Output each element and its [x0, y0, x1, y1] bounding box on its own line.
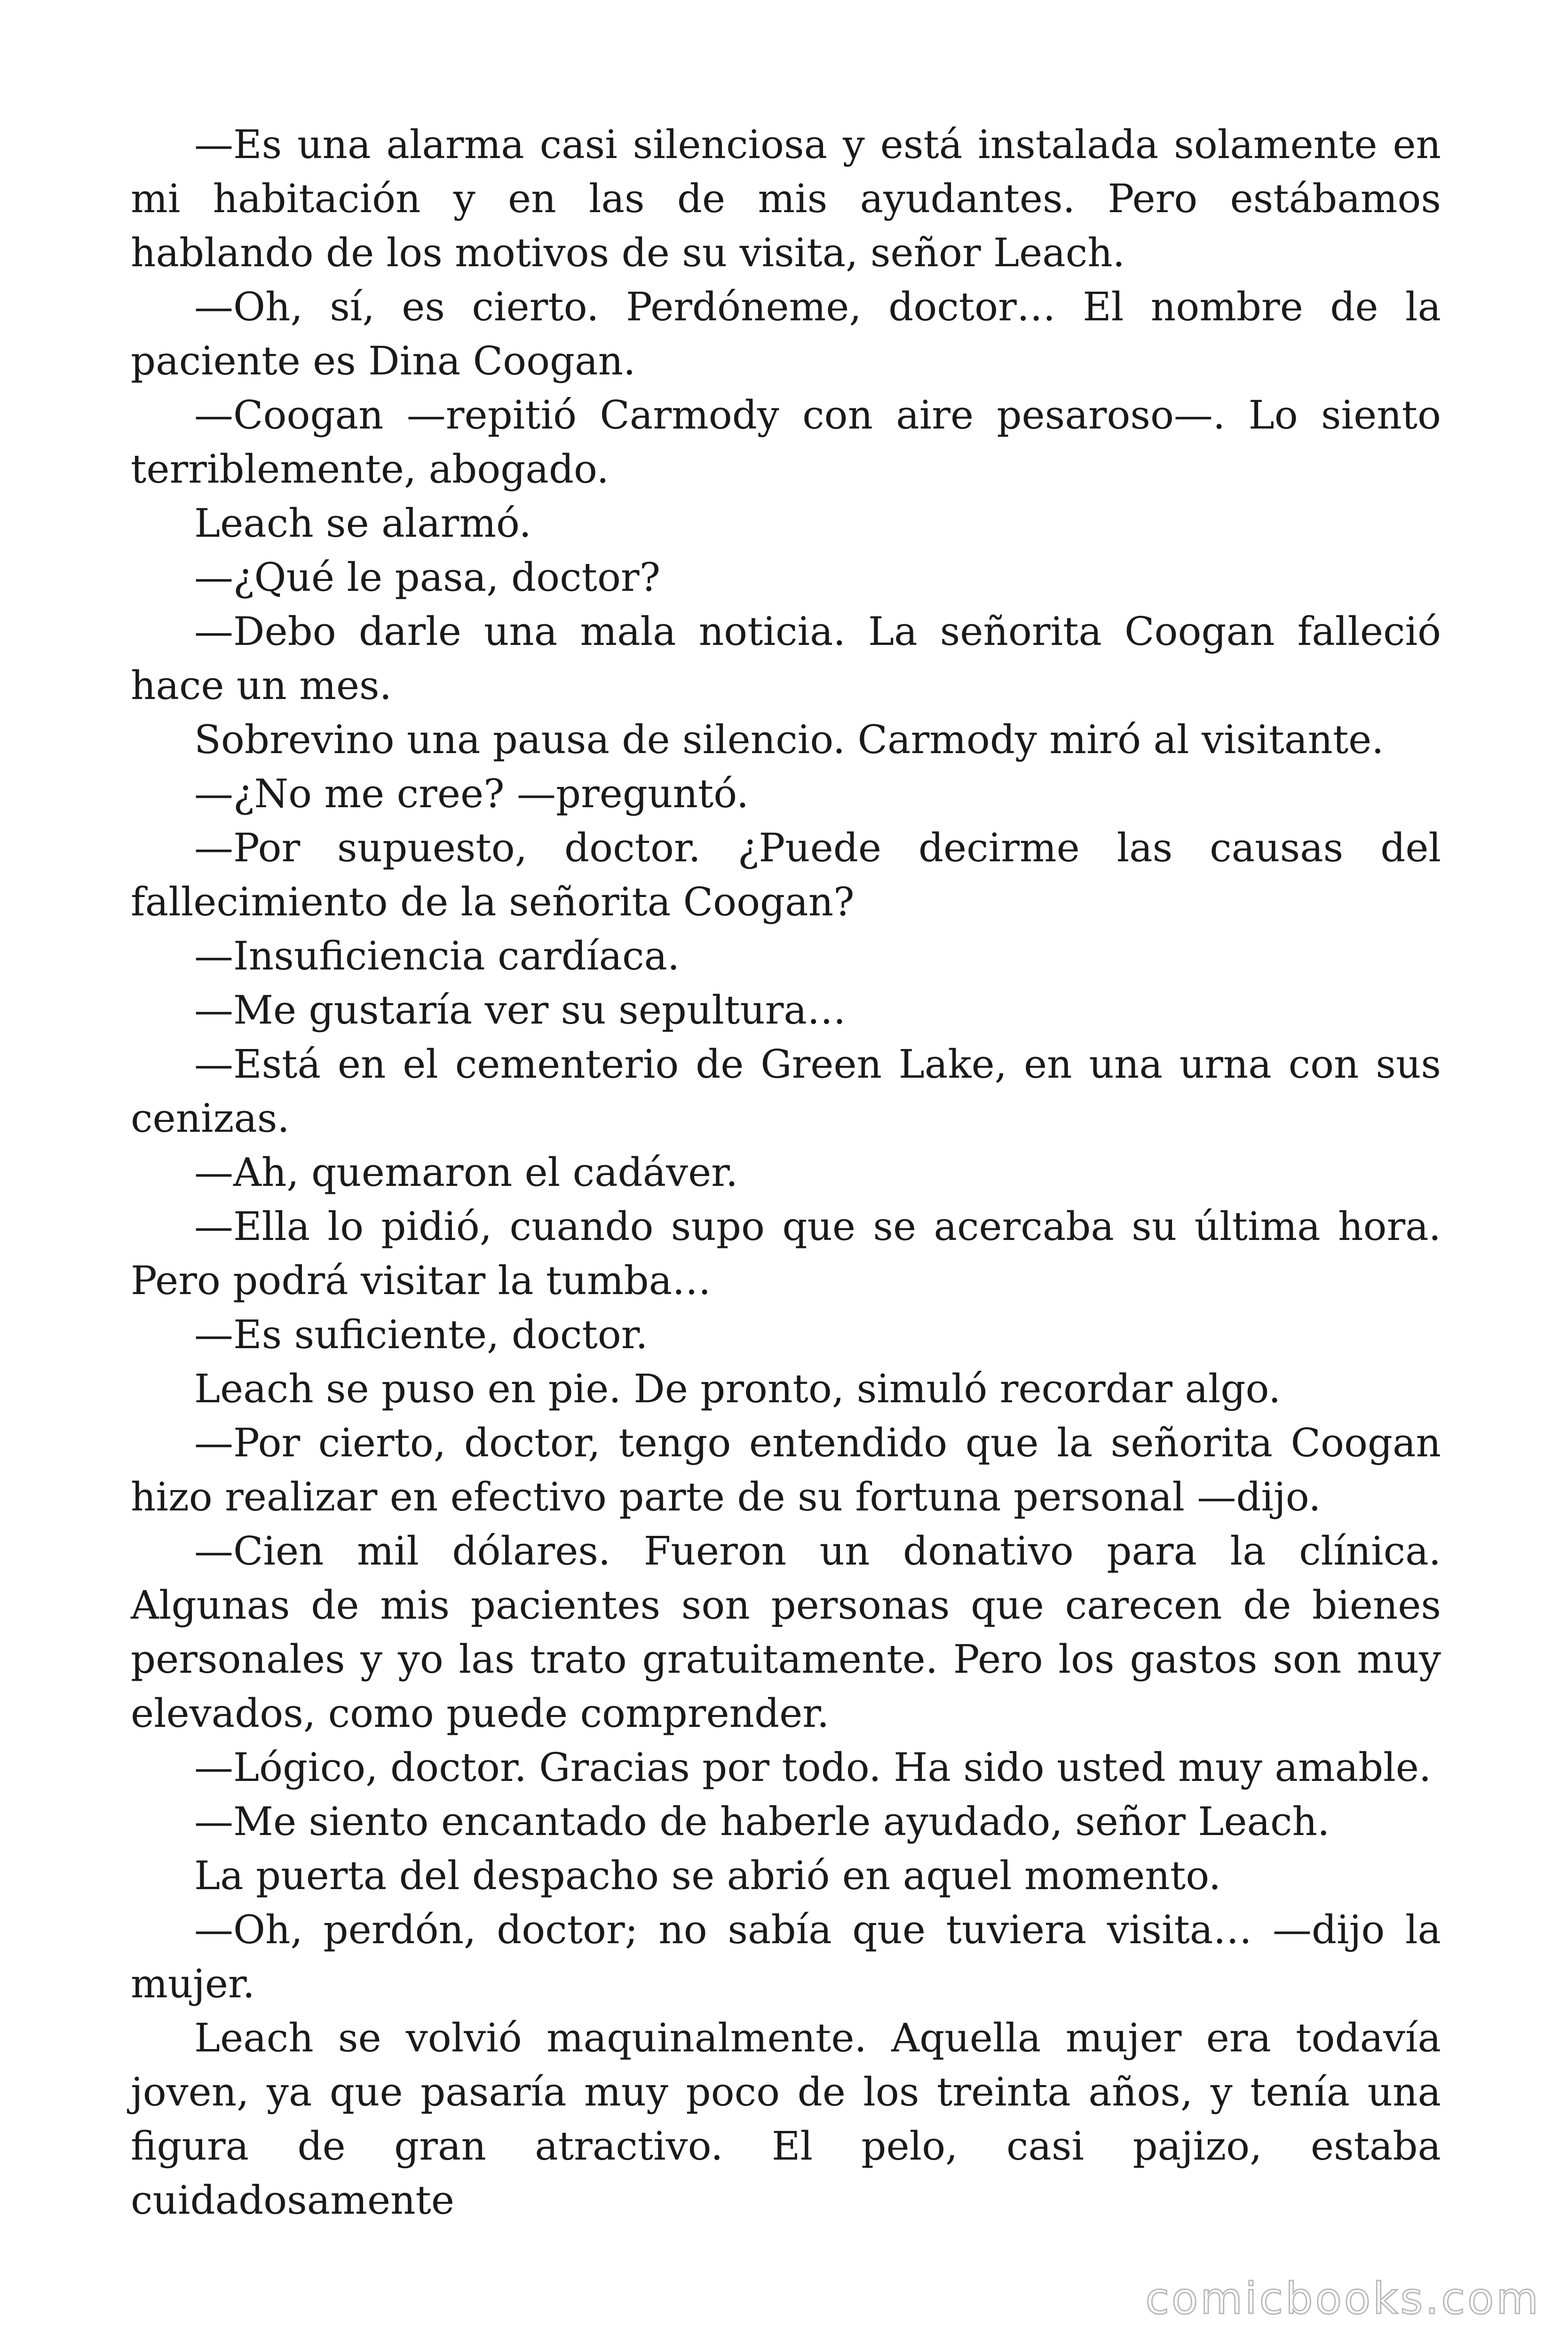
paragraph: —Coogan —repitió Carmody con aire pesaroso—. Lo siento terriblemente, abogado.: [131, 392, 1441, 492]
paragraph: La puerta del despacho se abrió en aquel momento.: [194, 1853, 1221, 1899]
page-body: [131, 118, 1441, 2227]
paragraph: —Por cierto, doctor, tengo entendido que la señorita Coogan hizo realizar en efectivo parte de su fortuna personal —dijo.: [131, 1420, 1441, 1520]
paragraph: —Por supuesto, doctor. ¿Puede decirme las causas del fallecimiento de la señorita Coogan?: [131, 825, 1441, 925]
paragraph: —¿No me cree? —preguntó.: [194, 771, 749, 817]
paragraph: —Es suficiente, doctor.: [194, 1312, 648, 1358]
paragraph: —Es una alarma casi silenciosa y está instalada solamente en mi habitación y en las de mis ayudantes. Pero estábamos hablando de los motivos de su visita, señor Leach.: [131, 122, 1441, 276]
paragraph: —Debo darle una mala noticia. La señorita Coogan falleció hace un mes.: [131, 609, 1441, 708]
paragraph: —Me gustaría ver su sepultura…: [194, 987, 846, 1033]
paragraph: Leach se puso en pie. De pronto, simuló recordar algo.: [194, 1366, 1281, 1412]
paragraph: Leach se alarmó.: [194, 501, 531, 546]
paragraph: —Ah, quemaron el cadáver.: [194, 1150, 738, 1195]
paragraph: —Insuficiencia cardíaca.: [194, 933, 680, 979]
paragraph: —Oh, perdón, doctor; no sabía que tuviera visita… —dijo la mujer.: [131, 1907, 1441, 2007]
paragraph: —Cien mil dólares. Fueron un donativo para la clínica. Algunas de mis pacientes son personas que carecen de bienes personales y yo las trato gratuitamente. Pero los gastos son muy elevados, como puede comprender.: [131, 1528, 1441, 1736]
watermark: comicbooks.com: [1145, 2273, 1541, 2324]
paragraph: —Lógico, doctor. Gracias por todo. Ha sido usted muy amable.: [194, 1745, 1432, 1790]
paragraph: —Me siento encantado de haberle ayudado, señor Leach.: [194, 1799, 1330, 1844]
paragraph: —Oh, sí, es cierto. Perdóneme, doctor… El nombre de la paciente es Dina Coogan.: [131, 284, 1441, 384]
paragraph: —Está en el cementerio de Green Lake, en una urna con sus cenizas.: [131, 1041, 1441, 1141]
paragraph: —Ella lo pidió, cuando supo que se acercaba su última hora. Pero podrá visitar la tumba…: [131, 1204, 1441, 1303]
paragraph: Leach se volvió maquinalmente. Aquella mujer era todavía joven, ya que pasaría muy poco de los treinta años, y tenía una figura de gran atractivo. El pelo, casi pajizo, estaba cuidadosamente: [131, 2015, 1441, 2223]
paragraph: Sobrevino una pausa de silencio. Carmody miró al visitante.: [194, 717, 1384, 763]
paragraph: —¿Qué le pasa, doctor?: [194, 555, 661, 600]
